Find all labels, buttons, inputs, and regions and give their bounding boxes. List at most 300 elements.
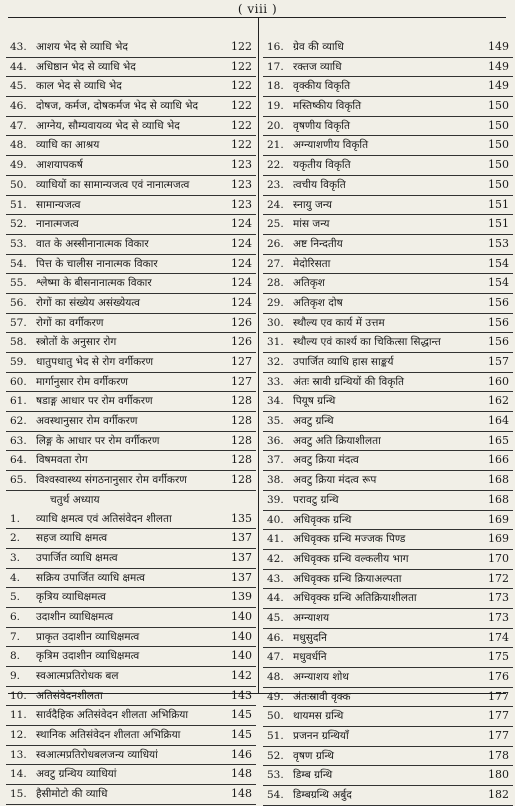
entry-page-number: 149 bbox=[488, 59, 509, 73]
entry-number: 64. bbox=[10, 454, 27, 467]
entry-page-number: 177 bbox=[488, 709, 509, 723]
toc-entry bbox=[6, 196, 256, 216]
toc-entry bbox=[263, 353, 513, 373]
toc-entry bbox=[263, 215, 513, 235]
entry-title: आशयापकर्ष bbox=[36, 159, 83, 172]
toc-entry bbox=[263, 77, 513, 97]
entry-page-number: 124 bbox=[231, 276, 252, 290]
entry-title: ग्रेव की व्याधि bbox=[293, 41, 344, 53]
chapter-heading bbox=[6, 491, 256, 510]
entry-number: 9. bbox=[10, 670, 21, 682]
entry-page-number: 148 bbox=[231, 787, 252, 801]
toc-entry bbox=[6, 647, 256, 667]
entry-page-number: 166 bbox=[488, 453, 509, 467]
entry-number: 54. bbox=[267, 789, 284, 802]
toc-entry bbox=[263, 314, 513, 334]
page-number: ( viii ) bbox=[237, 2, 278, 16]
entry-page-number: 173 bbox=[488, 610, 509, 624]
entry-title: रोगों का संख्येय असंख्येयत्व bbox=[36, 296, 140, 309]
entry-title: उपार्जित व्याधि क्षमत्व bbox=[36, 551, 118, 564]
entry-number: 21. bbox=[267, 139, 284, 152]
entry-number: 52. bbox=[267, 749, 284, 762]
toc-entry bbox=[6, 255, 256, 275]
entry-page-number: 146 bbox=[231, 747, 252, 761]
entry-page-number: 150 bbox=[488, 138, 509, 152]
entry-title: स्वआत्मप्रतिरोधबलजन्य व्याधियां bbox=[36, 748, 158, 761]
toc-entry bbox=[6, 746, 256, 766]
toc-entry bbox=[263, 38, 513, 58]
entry-page-number: 150 bbox=[488, 158, 509, 172]
entry-title: अग्न्याशय शोथ bbox=[293, 671, 350, 683]
entry-title: वृक्कीय विकृति bbox=[293, 80, 351, 93]
entry-page-number: 126 bbox=[231, 335, 252, 349]
entry-number: 10. bbox=[10, 689, 27, 702]
entry-page-number: 176 bbox=[488, 670, 509, 683]
entry-page-number: 123 bbox=[231, 197, 252, 211]
entry-page-number: 150 bbox=[488, 177, 509, 191]
entry-page-number: 169 bbox=[488, 512, 509, 526]
toc-entry bbox=[263, 333, 513, 353]
entry-title: डिम्ब ग्रन्थि bbox=[293, 769, 333, 782]
toc-entry bbox=[263, 136, 513, 156]
entry-number: 5. bbox=[10, 591, 21, 604]
entry-page-number: 174 bbox=[488, 630, 509, 644]
entry-title: अवटु ग्रन्थिय व्याधियां bbox=[36, 768, 117, 781]
entry-title: स्थौल्य एव कार्य में उत्तम bbox=[293, 316, 385, 329]
entry-title: पियूष ग्रन्थि bbox=[293, 395, 336, 408]
entry-page-number: 164 bbox=[488, 414, 509, 428]
entry-page-number: 127 bbox=[231, 374, 252, 388]
entry-title: अवटु क्रिया मंदत्व रूप bbox=[293, 474, 377, 487]
entry-page-number: 124 bbox=[231, 295, 252, 309]
entry-title: आशय भेद से व्याधि भेद bbox=[36, 41, 128, 53]
toc-entry bbox=[263, 668, 513, 688]
entry-page-number: 122 bbox=[231, 118, 252, 132]
entry-title: स्थौल्य एवं कार्श्य का चिकित्सा सिद्धान्त bbox=[293, 336, 441, 349]
entry-title: अधिवृक्क ग्रन्थि मज्जक पिण्ड bbox=[293, 533, 406, 546]
entry-page-number: 128 bbox=[231, 433, 252, 447]
entry-number: 54. bbox=[10, 257, 27, 270]
entry-title: विषमवता रोग bbox=[36, 454, 88, 467]
entry-number: 39. bbox=[267, 493, 284, 506]
entry-title: अतिसंवेदनशीलता bbox=[36, 689, 103, 702]
entry-title: सामान्यजत्व bbox=[36, 198, 81, 211]
entry-page-number: 168 bbox=[488, 473, 509, 487]
toc-entry bbox=[6, 77, 256, 97]
toc-entry bbox=[263, 747, 513, 767]
entry-page-number: 137 bbox=[231, 570, 252, 584]
entry-title: उदाशीन व्याधिक्षमत्व bbox=[36, 610, 114, 623]
entry-page-number: 156 bbox=[488, 295, 509, 309]
entry-number: 45. bbox=[267, 611, 284, 624]
entry-number: 3. bbox=[10, 551, 21, 564]
entry-number: 65. bbox=[10, 474, 27, 487]
entry-number: 42. bbox=[267, 552, 284, 565]
entry-page-number: 153 bbox=[488, 236, 509, 250]
entry-title: वृषण ग्रन्थि bbox=[293, 749, 334, 762]
entry-title: अधिवृक्क ग्रन्थि अतिक्रियाशीलता bbox=[293, 592, 417, 605]
entry-page-number: 162 bbox=[488, 394, 509, 408]
entry-number: 53. bbox=[267, 769, 284, 782]
entry-title: अधिवृक्क ग्रन्थि bbox=[293, 513, 352, 526]
entry-title: षडाङ्ग आधार पर रोम वर्गीकरण bbox=[36, 395, 153, 408]
entry-number: 51. bbox=[267, 730, 284, 743]
entry-number: 37. bbox=[267, 454, 284, 467]
entry-number: 34. bbox=[267, 395, 284, 408]
toc-entry bbox=[263, 432, 513, 452]
entry-title: रक्तज व्याधि bbox=[293, 60, 342, 73]
entry-page-number: 124 bbox=[231, 217, 252, 231]
entry-number: 50. bbox=[267, 710, 284, 723]
entry-title: मेदोरिसता bbox=[293, 257, 331, 270]
entry-title: थायमस ग्रन्थि bbox=[293, 710, 344, 723]
entry-title: अवटु क्रिया मंदत्व bbox=[293, 454, 359, 467]
toc-entry bbox=[263, 235, 513, 255]
entry-number: 61. bbox=[10, 395, 27, 408]
entry-page-number: 177 bbox=[488, 729, 509, 743]
entry-title: अवटु ग्रन्थि bbox=[293, 415, 334, 428]
entry-number: 6. bbox=[10, 610, 21, 623]
entry-number: 19. bbox=[267, 100, 284, 113]
entry-page-number: 151 bbox=[488, 197, 509, 211]
toc-entry bbox=[263, 530, 513, 550]
entry-number: 25. bbox=[267, 218, 284, 231]
entry-title: व्याधि का आश्रय bbox=[36, 139, 100, 152]
entry-number: 46. bbox=[10, 100, 27, 113]
toc-entry bbox=[263, 727, 513, 747]
entry-number: 58. bbox=[10, 336, 27, 349]
entry-title: कृत्रिय व्याधिक्षमत्व bbox=[36, 591, 107, 604]
entry-page-number: 151 bbox=[488, 217, 509, 231]
toc-entry bbox=[263, 274, 513, 294]
entry-number: 55. bbox=[10, 277, 27, 290]
entry-number: 28. bbox=[267, 277, 284, 290]
entry-page-number: 145 bbox=[231, 728, 252, 742]
entry-number: 63. bbox=[10, 434, 27, 447]
top-rule bbox=[8, 17, 506, 18]
entry-page-number: 122 bbox=[231, 79, 252, 93]
toc-entry bbox=[263, 294, 513, 314]
entry-page-number: 123 bbox=[231, 158, 252, 172]
entry-number: 24. bbox=[267, 198, 284, 211]
entry-title: व्याधि क्षमत्व एवं अतिसंवेदन शीलता bbox=[36, 512, 172, 525]
entry-page-number: 180 bbox=[488, 768, 509, 782]
entry-number: 40. bbox=[267, 513, 284, 526]
entry-title: हैसीमोटो की व्याधि bbox=[36, 788, 108, 801]
entry-number: 22. bbox=[267, 159, 284, 172]
entry-title: डिम्बग्रन्थि अर्बुद bbox=[293, 789, 352, 802]
entry-page-number: 135 bbox=[231, 511, 252, 525]
entry-title: व्याधियों का सामान्यजत्व एवं नानात्मजत्व bbox=[36, 178, 190, 191]
entry-number: 41. bbox=[267, 533, 284, 546]
entry-number: 26. bbox=[267, 237, 284, 250]
entry-number: 18. bbox=[267, 80, 284, 93]
entry-page-number: 128 bbox=[231, 394, 252, 408]
entry-page-number: 128 bbox=[231, 473, 252, 487]
toc-entry bbox=[263, 392, 513, 412]
entry-number: 56. bbox=[10, 296, 27, 309]
entry-page-number: 150 bbox=[488, 118, 509, 132]
entry-number: 27. bbox=[267, 257, 284, 270]
toc-entry bbox=[6, 38, 256, 58]
entry-number: 14. bbox=[10, 768, 27, 781]
entry-page-number: 150 bbox=[488, 99, 509, 113]
entry-number: 62. bbox=[10, 415, 27, 428]
entry-title: अधिवृक्क ग्रन्थि क्रियाअल्पता bbox=[293, 572, 402, 585]
entry-number: 20. bbox=[267, 119, 284, 132]
entry-number: 36. bbox=[267, 434, 284, 447]
entry-title: मधुवर्धनि bbox=[293, 651, 327, 664]
entry-page-number: 173 bbox=[488, 591, 509, 605]
entry-number: 35. bbox=[267, 415, 284, 428]
toc-entry bbox=[6, 667, 256, 687]
entry-title: अधिवृक्क ग्रन्थि वल्कलीय भाग bbox=[293, 552, 409, 565]
entry-number: 60. bbox=[10, 375, 27, 388]
entry-page-number: 140 bbox=[231, 629, 252, 643]
toc-entry bbox=[6, 785, 256, 805]
entry-number: 47. bbox=[10, 119, 27, 132]
entry-page-number: 122 bbox=[231, 59, 252, 73]
entry-title: वृषणीय विकृति bbox=[293, 119, 350, 132]
entry-page-number: 148 bbox=[231, 767, 252, 781]
toc-entry bbox=[263, 707, 513, 727]
entry-page-number: 154 bbox=[488, 256, 509, 270]
entry-number: 32. bbox=[267, 356, 284, 368]
entry-page-number: 122 bbox=[231, 138, 252, 152]
entry-number: 31. bbox=[267, 336, 284, 349]
entry-number: 48. bbox=[10, 139, 27, 152]
entry-number: 44. bbox=[267, 592, 284, 605]
entry-page-number: 156 bbox=[488, 315, 509, 329]
entry-title: मधुसुदनि bbox=[293, 631, 327, 644]
entry-number: 59. bbox=[10, 356, 27, 368]
entry-number: 48. bbox=[267, 671, 284, 683]
entry-number: 29. bbox=[267, 296, 284, 309]
toc-entry bbox=[263, 589, 513, 609]
entry-page-number: 140 bbox=[231, 649, 252, 663]
toc-entry bbox=[6, 588, 256, 608]
entry-page-number: 139 bbox=[231, 590, 252, 604]
entry-page-number: 123 bbox=[231, 177, 252, 191]
entry-title: अतिकृश दोष bbox=[293, 296, 343, 309]
entry-number: 46. bbox=[267, 631, 284, 644]
entry-title: दोषज, कर्मज, दोषकर्मज भेद से व्याधि भेद bbox=[36, 100, 199, 113]
entry-page-number: 149 bbox=[488, 79, 509, 93]
entry-title: मार्गानुसार रोम वर्गीकरण bbox=[36, 375, 128, 388]
entry-title: नानात्मजत्व bbox=[36, 218, 79, 231]
right-column bbox=[263, 38, 513, 806]
entry-number: 51. bbox=[10, 198, 27, 211]
entry-page-number: 127 bbox=[231, 355, 252, 368]
entry-page-number: 140 bbox=[231, 609, 252, 623]
entry-page-number: 124 bbox=[231, 256, 252, 270]
entry-title: अष्ट निन्दतीय bbox=[293, 237, 343, 250]
toc-entry bbox=[263, 451, 513, 471]
entry-page-number: 156 bbox=[488, 335, 509, 349]
entry-title: अवटु अति क्रियाशीलता bbox=[293, 434, 381, 447]
toc-entry bbox=[6, 314, 256, 334]
entry-page-number: 170 bbox=[488, 551, 509, 565]
toc-entry bbox=[6, 215, 256, 235]
entry-page-number: 122 bbox=[231, 99, 252, 113]
entry-number: 8. bbox=[10, 650, 21, 663]
entry-number: 38. bbox=[267, 474, 284, 487]
toc-entry bbox=[263, 176, 513, 196]
entry-page-number: 168 bbox=[488, 492, 509, 506]
entry-title: आग्नेय, सौम्यवायव्य भेद से व्याधि भेद bbox=[36, 119, 180, 132]
toc-entry bbox=[263, 156, 513, 176]
toc-entry bbox=[263, 550, 513, 570]
entry-title: लिङ्ग के आधार पर रोम वर्गीकरण bbox=[36, 434, 160, 447]
entry-number: 15. bbox=[10, 788, 27, 801]
entry-number: 11. bbox=[10, 709, 27, 722]
entry-page-number: 122 bbox=[231, 40, 252, 53]
toc-entry bbox=[263, 491, 513, 511]
entry-title: अवस्थानुसार रोम वर्गीकरण bbox=[36, 415, 138, 428]
entry-number: 33. bbox=[267, 375, 284, 388]
toc-entry bbox=[263, 570, 513, 590]
toc-entry bbox=[6, 373, 256, 393]
entry-number: 57. bbox=[10, 316, 27, 329]
toc-entry bbox=[6, 549, 256, 569]
entry-page-number: 165 bbox=[488, 433, 509, 447]
entry-page-number: 128 bbox=[231, 414, 252, 428]
toc-entry bbox=[263, 373, 513, 393]
entry-title: काल भेद से व्याधि भेद bbox=[36, 80, 122, 93]
entry-page-number: 149 bbox=[488, 40, 509, 53]
toc-entry bbox=[263, 766, 513, 786]
entry-number: 17. bbox=[267, 60, 284, 73]
entry-number: 43. bbox=[267, 572, 284, 585]
entry-title: परावटु ग्रन्थि bbox=[293, 493, 339, 506]
entry-page-number: 124 bbox=[231, 236, 252, 250]
entry-page-number: 137 bbox=[231, 550, 252, 564]
entry-title: वात के अस्सीनानात्मक विकार bbox=[36, 237, 149, 250]
toc-entry bbox=[6, 451, 256, 471]
toc-entry bbox=[6, 58, 256, 78]
entry-page-number: 143 bbox=[231, 688, 252, 702]
entry-title: प्रजनन ग्रन्थियाँ bbox=[293, 730, 349, 743]
toc-entry bbox=[263, 58, 513, 78]
entry-page-number: 172 bbox=[488, 571, 509, 585]
entry-page-number: 169 bbox=[488, 532, 509, 546]
toc-entry bbox=[6, 471, 256, 491]
toc-entry bbox=[6, 529, 256, 549]
left-column bbox=[6, 38, 256, 805]
entry-title: पित्त के चालीस नानात्मक विकार bbox=[36, 257, 158, 270]
toc-entry bbox=[6, 333, 256, 353]
entry-number: 13. bbox=[10, 748, 27, 761]
toc-entry bbox=[6, 569, 256, 589]
entry-number: 45. bbox=[10, 80, 27, 93]
toc-entry bbox=[263, 97, 513, 117]
entry-number: 23. bbox=[267, 178, 284, 191]
entry-number: 1. bbox=[10, 512, 21, 525]
entry-number: 43. bbox=[10, 41, 27, 53]
entry-title: सार्वदैहिक अतिसंवेदन शीलता अभिक्रिया bbox=[36, 709, 189, 722]
entry-title: मस्तिष्कीय विकृति bbox=[293, 100, 362, 113]
entry-number: 30. bbox=[267, 316, 284, 329]
entry-title: त्वचीय विकृति bbox=[293, 178, 346, 191]
toc-entry bbox=[6, 412, 256, 432]
entry-number: 4. bbox=[10, 571, 21, 584]
entry-page-number: 157 bbox=[488, 355, 509, 368]
entry-number: 49. bbox=[10, 159, 27, 172]
toc-entry bbox=[263, 196, 513, 216]
toc-entry bbox=[6, 392, 256, 412]
entry-title: स्थानिक अतिसंवेदन शीलता अभिक्रिया bbox=[36, 729, 181, 742]
entry-number: 53. bbox=[10, 237, 27, 250]
entry-page-number: 145 bbox=[231, 708, 252, 722]
toc-entry bbox=[6, 353, 256, 373]
entry-page-number: 128 bbox=[231, 453, 252, 467]
entry-title: उपार्जित व्याधि हास साङ्कर्य bbox=[293, 356, 394, 368]
chapter-heading-text: चतुर्थ अध्याय bbox=[50, 493, 100, 506]
toc-entry bbox=[263, 786, 513, 806]
toc-entry bbox=[263, 117, 513, 137]
entry-page-number: 182 bbox=[488, 788, 509, 802]
entry-number: 7. bbox=[10, 630, 21, 643]
entry-page-number: 126 bbox=[231, 315, 252, 329]
toc-entry bbox=[263, 629, 513, 649]
toc-entry bbox=[6, 765, 256, 785]
entry-title: विश्वस्वास्थ्य संगठनानुसार रोम वर्गीकरण bbox=[36, 474, 187, 487]
entry-page-number: 142 bbox=[231, 669, 252, 682]
toc-entry bbox=[6, 706, 256, 726]
toc-entry bbox=[6, 608, 256, 628]
toc-entry bbox=[6, 274, 256, 294]
entry-number: 44. bbox=[10, 60, 27, 73]
toc-entry bbox=[6, 726, 256, 746]
entry-number: 47. bbox=[267, 651, 284, 664]
entry-title: श्लेष्मा के बीसनानात्मक विकार bbox=[36, 277, 152, 290]
entry-number: 52. bbox=[10, 218, 27, 231]
toc-entry bbox=[6, 687, 256, 707]
entry-title: सहज व्याधि क्षमत्व bbox=[36, 532, 108, 545]
entry-title: प्राकृत उदाशीन व्याधिक्षमत्व bbox=[36, 630, 140, 643]
toc-entry bbox=[6, 136, 256, 156]
toc-entry bbox=[6, 97, 256, 117]
entry-title: अग्न्याशणीय विकृति bbox=[293, 139, 369, 152]
toc-entry bbox=[263, 255, 513, 275]
entry-number: 49. bbox=[267, 690, 284, 703]
entry-number: 16. bbox=[267, 41, 284, 53]
toc-entry bbox=[6, 432, 256, 452]
column-divider bbox=[258, 17, 259, 693]
toc-entry bbox=[263, 648, 513, 668]
toc-entry bbox=[6, 117, 256, 137]
toc-entry bbox=[263, 511, 513, 531]
entry-title: मांस जन्य bbox=[293, 218, 330, 231]
entry-page-number: 160 bbox=[488, 374, 509, 388]
toc-entry bbox=[6, 156, 256, 176]
entry-title: अधिष्ठान भेद से व्याधि भेद bbox=[36, 60, 136, 73]
toc-entry bbox=[6, 510, 256, 530]
entry-number: 2. bbox=[10, 532, 21, 545]
toc-entry bbox=[6, 235, 256, 255]
entry-title: रोगों का वर्गीकरण bbox=[36, 316, 104, 329]
entry-title: धातुपधातु भेद से रोग वर्गीकरण bbox=[36, 356, 154, 368]
toc-entry bbox=[263, 471, 513, 491]
entry-page-number: 178 bbox=[488, 748, 509, 762]
entry-page-number: 137 bbox=[231, 531, 252, 545]
entry-title: सक्रिय उपार्जित व्याधि क्षमत्व bbox=[36, 571, 145, 584]
entry-number: 50. bbox=[10, 178, 27, 191]
entry-title: स्नायु जन्य bbox=[293, 198, 332, 211]
entry-page-number: 175 bbox=[488, 650, 509, 664]
entry-page-number: 177 bbox=[488, 689, 509, 703]
entry-title: अंतःस्रावी वृक्क bbox=[293, 690, 351, 703]
